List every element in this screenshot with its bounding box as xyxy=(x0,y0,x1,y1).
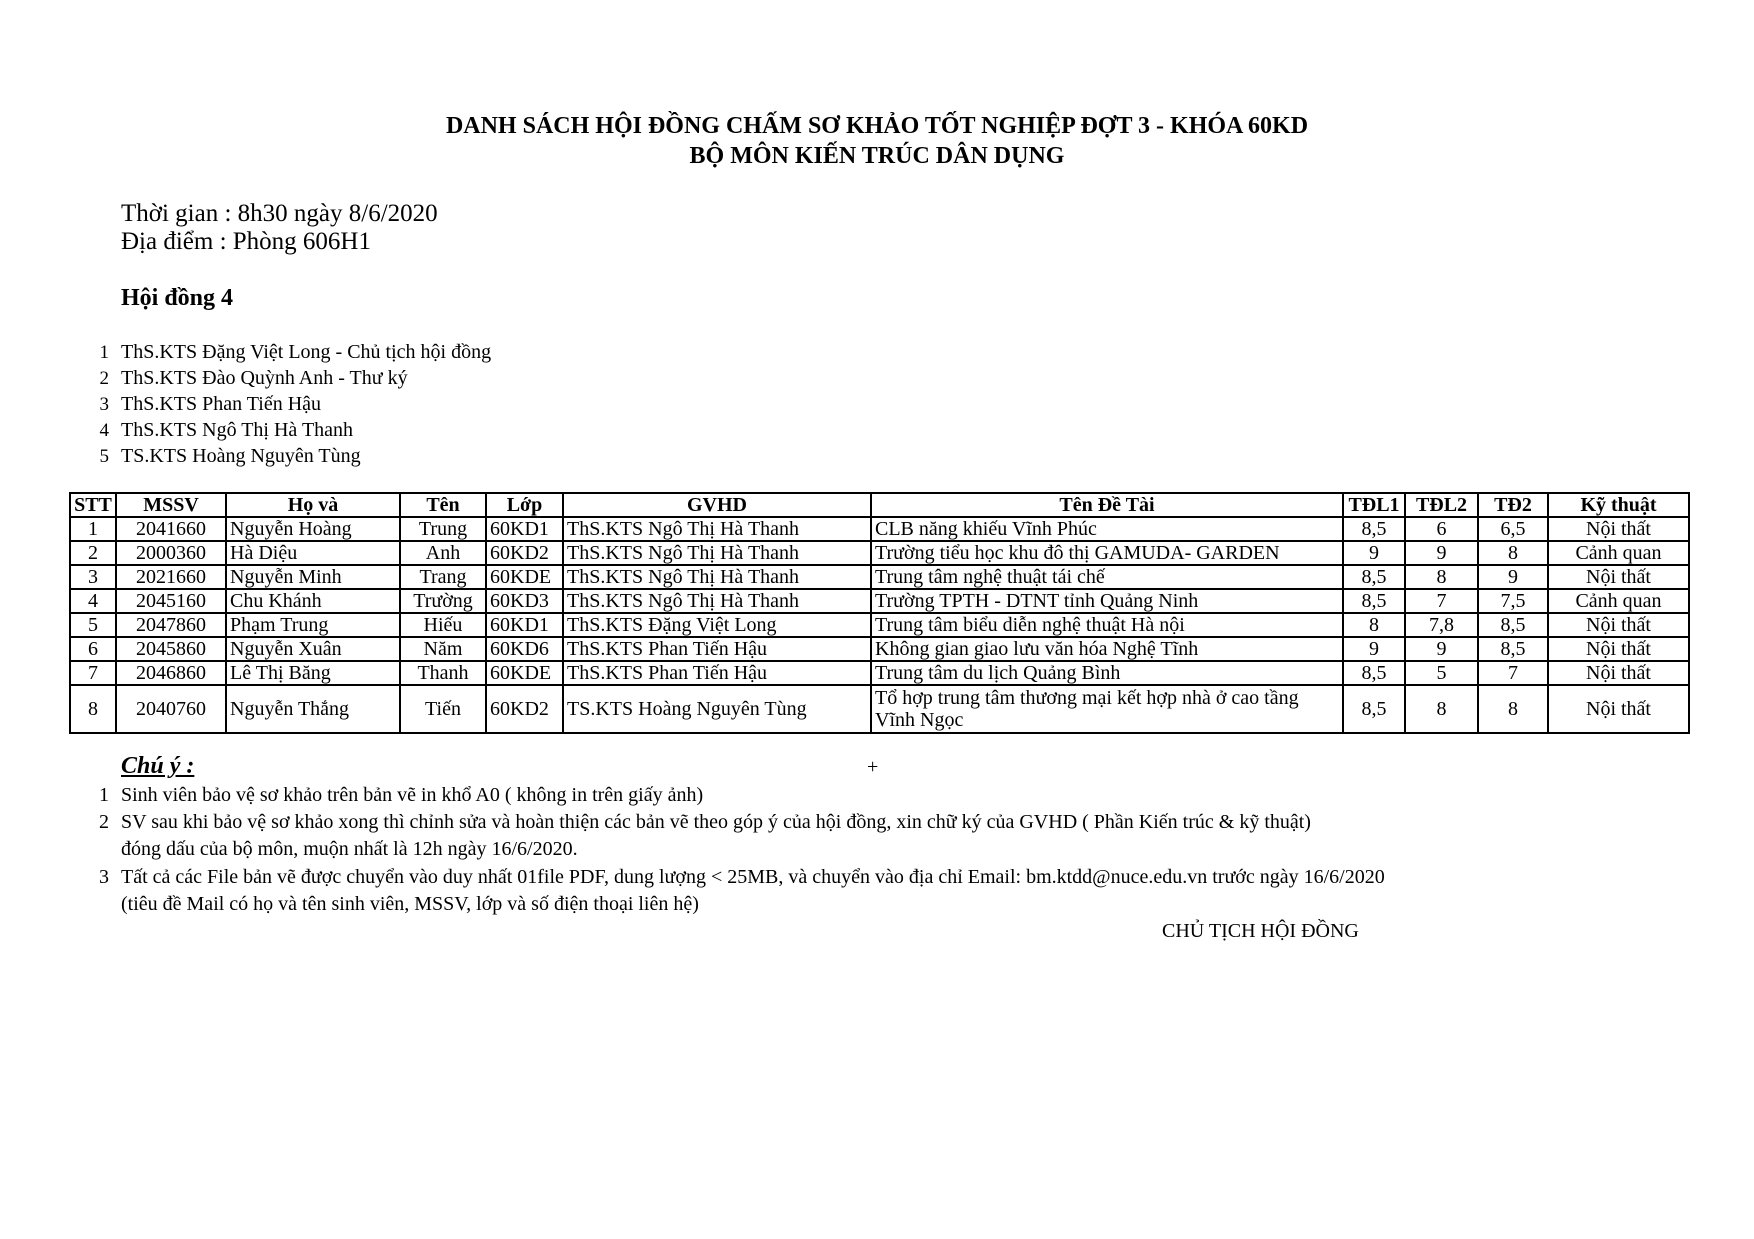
cell-ten-de-tai: Trung tâm nghệ thuật tái chế xyxy=(871,565,1343,589)
cell-ky-thuat: Nội thất xyxy=(1548,565,1689,589)
document-title: DANH SÁCH HỘI ĐỒNG CHẤM SƠ KHẢO TỐT NGHIỆP ĐỢT 3 - KHÓA 60KD xyxy=(445,113,1309,139)
cell-ky-thuat: Nội thất xyxy=(1548,613,1689,637)
note-text: Sinh viên bảo vệ sơ khảo trên bản vẽ in khổ A0 ( không in trên giấy ảnh) xyxy=(121,784,704,806)
cell-stt: 2 xyxy=(70,541,116,565)
cell-td2: 8,5 xyxy=(1478,613,1548,637)
cell-ten-de-tai: Trường TPTH - DTNT tỉnh Quảng Ninh xyxy=(871,589,1343,613)
student-table xyxy=(69,492,1690,734)
column-header-mssv: MSSV xyxy=(116,493,226,517)
cell-ten-de-tai: Tổ hợp trung tâm thương mại kết hợp nhà ở cao tầng Vĩnh Ngọc xyxy=(871,685,1343,733)
cell-td2: 9 xyxy=(1478,565,1548,589)
table-row xyxy=(70,565,1689,589)
location-info: Địa điểm : Phòng 606H1 xyxy=(121,228,371,255)
cell-stt: 4 xyxy=(70,589,116,613)
cell-tdl2: 8 xyxy=(1405,565,1478,589)
cell-ho-va: Phạm Trung xyxy=(226,613,400,637)
cell-ky-thuat: Nội thất xyxy=(1548,637,1689,661)
member-number: 5 xyxy=(99,446,109,467)
table-row xyxy=(70,541,1689,565)
cell-td2: 7,5 xyxy=(1478,589,1548,613)
cell-tdl2: 7,8 xyxy=(1405,613,1478,637)
cell-td2: 8,5 xyxy=(1478,637,1548,661)
cell-tdl1: 8,5 xyxy=(1343,589,1405,613)
cell-ten: Tiến xyxy=(400,685,486,733)
department-title: BỘ MÔN KIẾN TRÚC DÂN DỤNG xyxy=(689,143,1065,169)
cell-mssv: 2045860 xyxy=(116,637,226,661)
cell-lop: 60KD3 xyxy=(486,589,563,613)
cell-gvhd: ThS.KTS Phan Tiến Hậu xyxy=(563,661,871,685)
cell-ky-thuat: Nội thất xyxy=(1548,517,1689,541)
cell-lop: 60KDE xyxy=(486,565,563,589)
cell-ten: Anh xyxy=(400,541,486,565)
cell-ten-de-tai: Trung tâm biểu diễn nghệ thuật Hà nội xyxy=(871,613,1343,637)
cell-ho-va: Nguyễn Minh xyxy=(226,565,400,589)
cell-tdl2: 9 xyxy=(1405,637,1478,661)
cell-tdl1: 8,5 xyxy=(1343,517,1405,541)
member-name: ThS.KTS Đặng Việt Long - Chủ tịch hội đồng xyxy=(121,341,492,363)
cell-td2: 7 xyxy=(1478,661,1548,685)
cell-ten: Hiếu xyxy=(400,613,486,637)
cell-stt: 7 xyxy=(70,661,116,685)
cell-ten-de-tai: Không gian giao lưu văn hóa Nghệ Tĩnh xyxy=(871,637,1343,661)
cell-ten-de-tai: Trung tâm du lịch Quảng Bình xyxy=(871,661,1343,685)
note-text: Tất cả các File bản vẽ được chuyển vào duy nhất 01file PDF, dung lượng < 25MB, và chuyển vào địa chỉ Email: bm.ktdd@nuce.edu.vn trước ngày 16/6/2020 xyxy=(121,866,1385,888)
member-number: 3 xyxy=(99,394,109,415)
signature-title: CHỦ TỊCH HỘI ĐỒNG xyxy=(1162,920,1359,942)
note-number: 2 xyxy=(99,811,109,833)
cell-mssv: 2040760 xyxy=(116,685,226,733)
cell-tdl1: 9 xyxy=(1343,637,1405,661)
member-name: ThS.KTS Phan Tiến Hậu xyxy=(121,393,322,415)
column-header-tdl2: TĐL2 xyxy=(1405,493,1478,517)
cell-tdl1: 8,5 xyxy=(1343,565,1405,589)
cell-ten: Năm xyxy=(400,637,486,661)
cell-stt: 1 xyxy=(70,517,116,541)
note-text-continued: đóng dấu của bộ môn, muộn nhất là 12h ngày 16/6/2020. xyxy=(121,838,578,860)
cell-gvhd: ThS.KTS Ngô Thị Hà Thanh xyxy=(563,565,871,589)
cell-gvhd: ThS.KTS Ngô Thị Hà Thanh xyxy=(563,541,871,565)
cell-mssv: 2046860 xyxy=(116,661,226,685)
cell-lop: 60KD6 xyxy=(486,637,563,661)
member-name: ThS.KTS Ngô Thị Hà Thanh xyxy=(121,419,354,441)
column-header-td2: TĐ2 xyxy=(1478,493,1548,517)
column-header-ten-de-tai: Tên Đề Tài xyxy=(871,493,1343,517)
cell-ky-thuat: Cảnh quan xyxy=(1548,541,1689,565)
cell-ho-va: Lê Thị Băng xyxy=(226,661,400,685)
member-number: 2 xyxy=(99,368,109,389)
cell-ten: Thanh xyxy=(400,661,486,685)
cell-ho-va: Nguyễn Xuân xyxy=(226,637,400,661)
cell-mssv: 2041660 xyxy=(116,517,226,541)
table-row xyxy=(70,589,1689,613)
cell-td2: 6,5 xyxy=(1478,517,1548,541)
cell-tdl2: 5 xyxy=(1405,661,1478,685)
cell-mssv: 2045160 xyxy=(116,589,226,613)
notes-heading: Chú ý : xyxy=(121,753,195,779)
cell-mssv: 2047860 xyxy=(116,613,226,637)
table-row xyxy=(70,685,1689,733)
cell-stt: 8 xyxy=(70,685,116,733)
cell-ky-thuat: Nội thất xyxy=(1548,685,1689,733)
cell-tdl2: 7 xyxy=(1405,589,1478,613)
member-number: 4 xyxy=(99,420,109,441)
cell-ten: Trung xyxy=(400,517,486,541)
table-row xyxy=(70,517,1689,541)
cell-ho-va: Hà Diệu xyxy=(226,541,400,565)
cell-lop: 60KD1 xyxy=(486,517,563,541)
cell-ky-thuat: Nội thất xyxy=(1548,661,1689,685)
cell-lop: 60KD2 xyxy=(486,541,563,565)
cell-tdl1: 8,5 xyxy=(1343,685,1405,733)
member-name: TS.KTS Hoàng Nguyên Tùng xyxy=(121,445,361,467)
table-row xyxy=(70,613,1689,637)
cell-tdl1: 8 xyxy=(1343,613,1405,637)
cell-lop: 60KDE xyxy=(486,661,563,685)
cell-mssv: 2000360 xyxy=(116,541,226,565)
cell-td2: 8 xyxy=(1478,541,1548,565)
cell-mssv: 2021660 xyxy=(116,565,226,589)
cell-gvhd: ThS.KTS Phan Tiến Hậu xyxy=(563,637,871,661)
member-number: 1 xyxy=(99,342,109,363)
note-text: SV sau khi bảo vệ sơ khảo xong thì chỉnh sửa và hoàn thiện các bản vẽ theo góp ý của hội đồng, xin chữ ký của GVHD ( Phần Kiến trúc & kỹ thuật) xyxy=(121,811,1311,833)
member-name: ThS.KTS Đào Quỳnh Anh - Thư ký xyxy=(121,367,408,389)
council-name: Hội đồng 4 xyxy=(121,285,234,311)
time-info: Thời gian : 8h30 ngày 8/6/2020 xyxy=(121,200,438,227)
cell-lop: 60KD1 xyxy=(486,613,563,637)
column-header-ho-va: Họ và xyxy=(226,493,400,517)
cell-ten: Trường xyxy=(400,589,486,613)
cell-td2: 8 xyxy=(1478,685,1548,733)
column-header-ten: Tên xyxy=(400,493,486,517)
cell-gvhd: ThS.KTS Đặng Việt Long xyxy=(563,613,871,637)
cell-stt: 5 xyxy=(70,613,116,637)
table-header-row xyxy=(70,493,1689,517)
column-header-tdl1: TĐL1 xyxy=(1343,493,1405,517)
cell-gvhd: ThS.KTS Ngô Thị Hà Thanh xyxy=(563,517,871,541)
cell-ho-va: Nguyễn Thắng xyxy=(226,685,400,733)
cell-stt: 6 xyxy=(70,637,116,661)
cell-ten: Trang xyxy=(400,565,486,589)
cell-ho-va: Nguyễn Hoàng xyxy=(226,517,400,541)
plus-mark: + xyxy=(867,756,879,778)
column-header-ky-thuat: Kỹ thuật xyxy=(1548,493,1689,517)
cell-ten-de-tai: Trường tiểu học khu đô thị GAMUDA- GARDEN xyxy=(871,541,1343,565)
cell-gvhd: ThS.KTS Ngô Thị Hà Thanh xyxy=(563,589,871,613)
cell-gvhd: TS.KTS Hoàng Nguyên Tùng xyxy=(563,685,871,733)
column-header-lop: Lớp xyxy=(486,493,563,517)
table-row xyxy=(70,661,1689,685)
note-text-continued: (tiêu đề Mail có họ và tên sinh viên, MSSV, lớp và số điện thoại liên hệ) xyxy=(121,893,699,915)
table-row xyxy=(70,637,1689,661)
cell-ky-thuat: Cảnh quan xyxy=(1548,589,1689,613)
cell-tdl2: 9 xyxy=(1405,541,1478,565)
cell-lop: 60KD2 xyxy=(486,685,563,733)
cell-tdl1: 8,5 xyxy=(1343,661,1405,685)
cell-ten-de-tai: CLB năng khiếu Vĩnh Phúc xyxy=(871,517,1343,541)
cell-stt: 3 xyxy=(70,565,116,589)
column-header-gvhd: GVHD xyxy=(563,493,871,517)
cell-tdl1: 9 xyxy=(1343,541,1405,565)
note-number: 3 xyxy=(99,866,109,888)
cell-tdl2: 6 xyxy=(1405,517,1478,541)
note-number: 1 xyxy=(99,784,109,806)
cell-tdl2: 8 xyxy=(1405,685,1478,733)
column-header-stt: STT xyxy=(70,493,116,517)
cell-ho-va: Chu Khánh xyxy=(226,589,400,613)
